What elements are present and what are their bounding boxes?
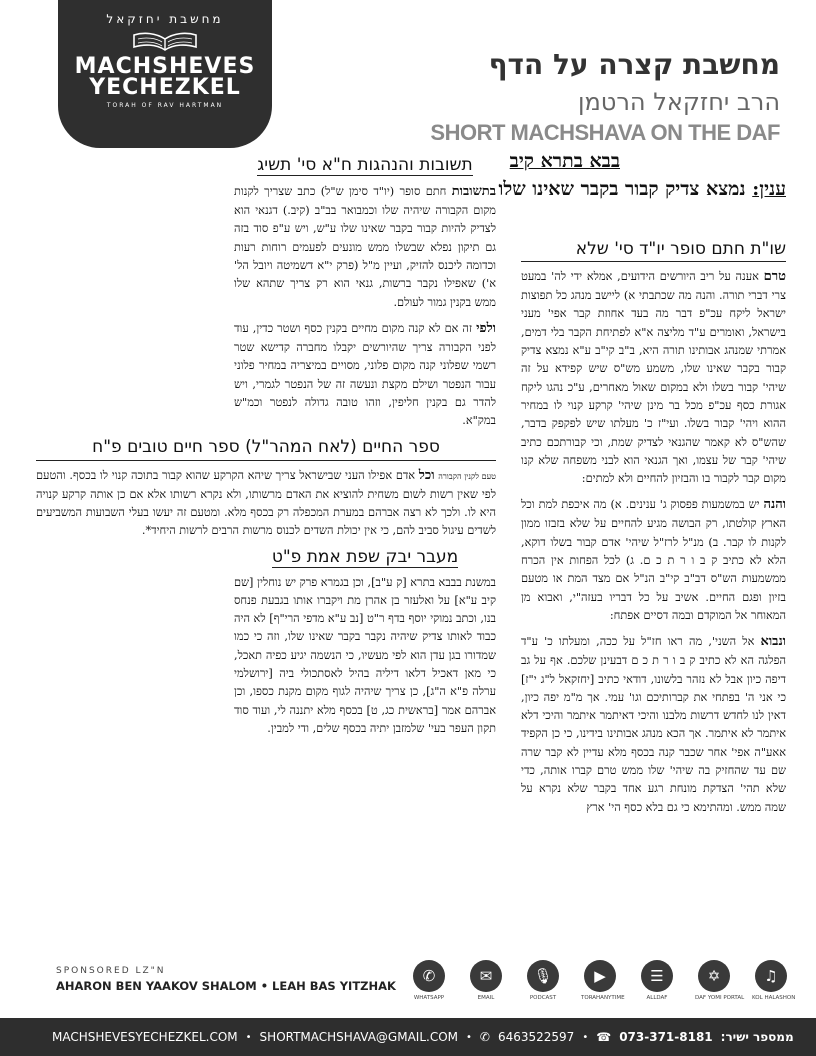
inyan-label: ענין: bbox=[752, 178, 786, 200]
footer-email[interactable]: SHORTMACHSHAVA@GMAIL.COM bbox=[259, 1030, 458, 1044]
left-s1-p1-lead: בתשובות bbox=[451, 184, 496, 200]
daf-yomi-portal-icon: ✡ bbox=[698, 960, 730, 992]
footer-website[interactable]: MACHSHEVESYECHEZKEL.COM bbox=[52, 1030, 238, 1044]
footer-phone-icon: ☎ bbox=[596, 1030, 612, 1044]
footer-phone-label: ממספר ישיר: bbox=[720, 1030, 794, 1044]
left-s1-p2-lead: ולפי bbox=[476, 320, 496, 336]
left-s3-heading-text: מעבר יבק שפת אמת פ"ט bbox=[271, 547, 459, 568]
sponsor-label: SPONSORED LZ"N bbox=[56, 966, 166, 976]
platform-icons bbox=[410, 960, 796, 1001]
whatsapp-label: WHATSAPP bbox=[413, 995, 445, 1001]
inyan-line bbox=[498, 178, 786, 201]
left-section-2 bbox=[36, 436, 496, 540]
sponsor-separator: • bbox=[260, 979, 273, 993]
left-s2-note: טעם לקנין הקבורה bbox=[438, 471, 496, 481]
english-title: SHORT MACHSHAVA ON THE DAF bbox=[430, 120, 780, 145]
left-s2-paragraph bbox=[36, 465, 496, 541]
left-section-1 bbox=[234, 154, 496, 430]
footer-dot-2: • bbox=[466, 1031, 472, 1043]
sponsor-name-2: LEAH BAS YITZHAK bbox=[272, 979, 396, 993]
right-paragraph-1 bbox=[521, 266, 786, 488]
page-title: מחשבת קצרה על הדף bbox=[488, 48, 780, 81]
logo-hebrew: מחשבת יחזקאל bbox=[106, 12, 224, 26]
left-s1-paragraph-1 bbox=[234, 181, 496, 312]
footer-dot-3: • bbox=[582, 1031, 589, 1043]
right-p3-text: אל השני', מה ראו חז"ל על ככה, ומעלתו כ' ע"ד הפלגה הא לא כתיב ק ב ו ר ת כ ם דבעינן שלכם. אף על גב דיפה כיון אבל לא נזהר בלשונו, דודאי כתיב [יחזקאל ל"ג י"ז] כי אני ה' בפתחי את קברותיכם וגו' עמי. אך מ"מ יפה כיון, דאין לנו לחדש דרשות מלבנו והיכי דאיתמר איתמר והיכי דלא איתמר לא איתמר. אך הכא מנהג אבותינו בידינו, כי כן הקפיד אאע"ה אפי' אחר שכבר קנה בכסף מלא עדיין לא קבר שרה שם עד שהחזיק בה שיהי' שלו ממש טרם קברו אותה, כדי שלא תהי' הצדקת מונחת רגע אחד בקבר שלא נקרא על שמה ממש. ומהתימא כי גם בלא כסף הי' ארץ bbox=[521, 635, 786, 814]
email-label: EMAIL bbox=[477, 995, 495, 1001]
left-s2-text: אדם אפילו העני שבישראל צריך שיהא הקרקע שהוא קבור בתוכה קנוי לו בכסף. והטעם לפי שאין רשות לשום משחית להוציא את האדם מרשותו, ולא נקרא רשותו אלא אם כן אותה קרקע קנויה היא לו. ולכך לא רצה אברהם במערת המכפלה רק בכסף מלא. ומטעם זה יעשו בעלי השבועות המשביעים לשדים עיגול סביב להם, כי אין יכולת השדים לכנוס מרשות הרבים לרשות היחיד*. bbox=[36, 468, 496, 538]
left-s1-p1-text: חתם סופר (יו"ד סימן ש"ל) כתב שצריך לקנות מקום הקבורה שיהיה שלו וכמבואר בב"ב (קיב.) דגנאי הוא לצדיק להיות קבור בקבר שאינו שלו ע"ש, ויש ע"פ סוד בזה גם תיקון נפלא שבשלו ממש מונעים לפעמים רוחות רעות וכדומה ליכנס להזיק, ועיין מ"ל (פרק י"א דשמיטה ויובל הל' א') שאפילו נקבר ברשות, גנאי הוא רק צריך שתהא שלו ממש בקנין גמור לעולם. bbox=[234, 185, 496, 309]
left-s2-lead: וכל bbox=[418, 467, 435, 483]
right-p1-text: אענה על ריב היורשים הידועים, אמלא ידי לה' במעט צרי דברי תורה. והנה מה שכתבתי א) ליישב מנהג כל תפוצות ישראל ליקח עכ"פ דבר מה בעד אחוזת קבר אפי' מעני בישראל, ואומרים ע"ד מליצה א"א לפתיחת הקבר בלי דמים, אמרתי שמנהג אבותינו תורה היא, ב"ב קי"ב ע"א נמצא צדיק קבור בקבר שאינו שלו, משמע מש"ס שיש קפידא על זה שיהי' קבור בשלו ולא במקום שאול מאחרים, ע"כ נהגו ליקח אגורת כסף עכ"פ מכל בר מינן שיהי' קרקע קנוי לו במחיר ההוא ויהי' קבור בשלו. ועי"ז כ' מעלתו שיש לפקפק בדבר, שהש"ס לא קאמר שהגנאי לצדיק שמת, וכי קבורתכם כתיב שיהי' קבר של עצמו, ואך הגנאי הוא לבני משפחה שלא קנו מקום קבר לקבור בו והבזיון להחיים ולא למתים: bbox=[521, 270, 786, 486]
left-s1-heading bbox=[234, 154, 496, 177]
kol-halashon-icon: ♫ bbox=[755, 960, 787, 992]
daf-yomi-portal-link[interactable] bbox=[695, 960, 745, 1001]
open-book-icon bbox=[130, 30, 200, 52]
right-paragraph-2 bbox=[521, 494, 786, 625]
left-column bbox=[36, 154, 496, 946]
footer-dot-1: • bbox=[245, 1031, 252, 1043]
kol-halashon-link[interactable] bbox=[752, 960, 796, 1001]
sponsor-name-1: AHARON BEN YAAKOV SHALOM bbox=[56, 979, 257, 993]
right-p3-lead: ונבוא bbox=[760, 634, 786, 650]
whatsapp-link[interactable] bbox=[410, 960, 448, 1001]
rabbi-name: הרב יחזקאל הרטמן bbox=[577, 88, 780, 116]
footer-bar bbox=[0, 1018, 816, 1056]
left-section-3 bbox=[234, 546, 496, 738]
email-link[interactable] bbox=[467, 960, 505, 1001]
left-s2-heading: ספר החיים (לאח המהר"ל) ספר חיים טובים פ"ח bbox=[36, 436, 496, 460]
left-s3-paragraph: במשנת בבבא בתרא [ק ע"ב], וכן בגמרא פרק יש נוחלין [שם קיב ע"א] על ואלעזר בן אהרן מת ויקברו אותו בגבעת פנחס בנו, וכתב נמוקי יוסף בדף ר"ט [נב ע"א מדפי הרי"ף] לא היה כבוד לאותו צדיק שיהיה נקבר בקבר שאינו שלו, וזה כי כמו שמדורו בגן עדן הוא לפי מעשיו, כי הנשמה יגיע כפיה תאכל, כי מאן דאכיל דלאו דיליה בהיל לאסתכולי ביה [ירושלמי ערלה פ"א ה"ג], כן צריך שיהיה לגוף מקום מקנת כספו, וכן אברהם אמר [בראשית כג, ט] בכסף מלא יתננה לי, ועוד סוד תקון העפר בעי' שלמזבן יתיה בכסף שלים, ודי למבין. bbox=[234, 575, 496, 735]
alldaf-icon: ☰ bbox=[641, 960, 673, 992]
podcast-icon: 🎙 bbox=[527, 960, 559, 992]
logo bbox=[58, 0, 272, 148]
email-icon: ✉ bbox=[470, 960, 502, 992]
footer-whatsapp[interactable]: 6463522597 bbox=[497, 1030, 575, 1044]
daf-yomi-portal-label: DAF YOMI PORTAL bbox=[695, 995, 745, 1001]
torahanytime-icon: ▶ bbox=[584, 960, 616, 992]
kol-halashon-label: KOL HALASHON bbox=[752, 995, 796, 1001]
logo-tagline: TORAH OF RAV HARTMAN bbox=[106, 102, 224, 109]
left-s3-heading bbox=[234, 546, 496, 569]
torahanytime-label: TORAHANYTIME bbox=[581, 995, 625, 1001]
right-p2-text: יש במשמעות פפסוק ג' ענינים. א) מה איכפת למת וכל הארץ קולטתו, רק הבושה מגיע להחיים על שלא בזבזו ממון לקנות לו קבר. ב) מנ"ל לרז"ל שיהי' אדם קבור בשלו דוקא, הלא לא כתיב ק ב ו ר ת כ ם. ג) לכל הפחות אין הכרח ממשמעות הש"ס דב"ב קי"ב הנ"ל אם מצד המת או מטעם בזיון ופגם החיים. אשיב על כל דבריו בעזה"י, ואבוא מן המאוחר אל המוקדם ובמה דסיים אפתח: bbox=[521, 498, 786, 622]
inyan-text: נמצא צדיק קבור בקבר שאינו שלו bbox=[498, 178, 746, 200]
podcast-label: PODCAST bbox=[529, 995, 557, 1001]
alldaf-link[interactable] bbox=[638, 960, 676, 1001]
podcast-link[interactable] bbox=[524, 960, 562, 1001]
whatsapp-icon: ✆ bbox=[413, 960, 445, 992]
masechta-title: בבא בתרא קיב bbox=[509, 150, 620, 172]
left-s1-paragraph-2 bbox=[234, 318, 496, 431]
logo-line2: YECHEZKEL bbox=[89, 75, 241, 100]
logo-line1: MACHSHEVES bbox=[74, 54, 256, 79]
sponsor-names bbox=[56, 979, 396, 993]
right-p1-lead: טרם bbox=[763, 269, 786, 285]
footer-whatsapp-icon: ✆ bbox=[479, 1030, 490, 1044]
right-paragraph-3 bbox=[521, 631, 786, 817]
right-column bbox=[521, 238, 786, 950]
right-section-heading: שו"ת חתם סופר יו"ד סי' שלא bbox=[521, 238, 786, 262]
torahanytime-link[interactable] bbox=[581, 960, 625, 1001]
left-s1-p2-text: זה אם לא קנה מקום מחיים בקנין כסף ושטר כדין, עוד לפני הקבורה צריך שהיורשים יקבלו מחברה קדישא שטר רשמי שפלוני קנה מקום פלוני, מסויים במיצריה במחיר פלוני עבור הנפטר ושילם מקצת ונעשה זה של הנפטר לגמרי, ויש להדר גם בקנין חליפין, וזהו טובה גדולה לנפטר וכמ"ש במק"א. bbox=[234, 321, 496, 428]
sponsor-block bbox=[56, 966, 396, 993]
alldaf-label: ALLDAF bbox=[646, 995, 668, 1001]
right-p2-lead: והנה bbox=[763, 497, 786, 513]
footer-phone[interactable]: 073-371-8181 bbox=[619, 1030, 713, 1044]
left-s1-heading-text: תשובות והנהגות ח"א סי' תשיג bbox=[257, 155, 473, 175]
